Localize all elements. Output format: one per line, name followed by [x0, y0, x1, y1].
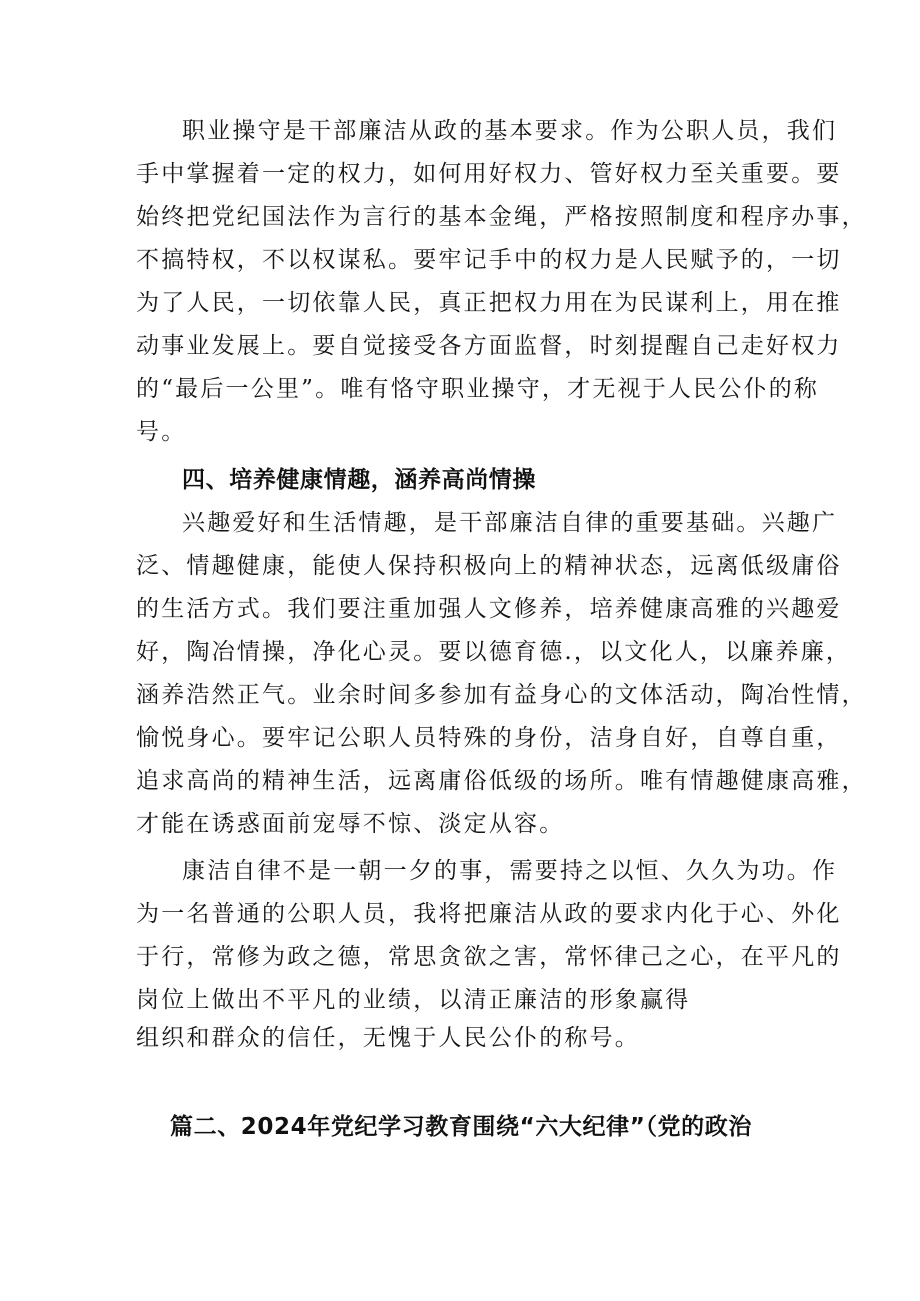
paragraph-line: 愉悦身心。要牢记公职人员特殊的身份，洁身自好，自尊自重， — [136, 725, 842, 751]
paragraph-line: 好，陶冶情操，净化心灵。要以德育德.，以文化人，以廉养廉， — [136, 639, 852, 665]
paragraph-line: 于行，常修为政之德，常思贪欲之害，常怀律己之心，在平凡的 — [136, 944, 842, 970]
paragraph-line: 的“最后一公里”。唯有恪守职业操守，才无视于人民公仆的称 — [136, 376, 820, 402]
section-heading: 四、培养健康情趣，涵养高尚情操 — [182, 467, 536, 493]
paragraph-line: 的生活方式。我们要注重加强人文修养，培养健康高雅的兴趣爱 — [136, 596, 842, 622]
paragraph-line: 不搞特权，不以权谋私。要牢记手中的权力是人民赋予的，一切 — [136, 247, 842, 273]
paragraph-line: 组织和群众的信任，无愧于人民公仆的称号。 — [136, 1025, 640, 1051]
paragraph-line: 始终把党纪国法作为言行的基本金绳，严格按照制度和程序办事， — [136, 204, 867, 230]
paragraph-line: 涵养浩然正气。业余时间多参加有益身心的文体活动，陶冶性情， — [136, 682, 867, 708]
paragraph-line: 康洁自律不是一朝一夕的事，需要持之以恒、久久为功。作 — [182, 858, 838, 884]
paragraph-line: 才能在诱惑面前宠辱不惊、淡定从容。 — [136, 811, 565, 837]
paragraph-line: 职业操守是干部廉洁从政的基本要求。作为公职人员，我们 — [182, 118, 838, 144]
paragraph-line: 为一名普通的公职人员，我将把廉洁从政的要求内化于心、外化 — [136, 901, 842, 927]
paragraph-line: 泛、情趣健康，能使人保持积极向上的精神状态，远离低级庸俗 — [136, 553, 842, 579]
paragraph-line: 为了人民，一切依靠人民，真正把权力用在为民谋利上，用在推 — [136, 290, 842, 316]
paragraph-line: 兴趣爱好和生活情趣，是干部廉洁自律的重要基础。兴趣广 — [182, 510, 838, 536]
paragraph-line: 号。 — [136, 419, 187, 445]
paragraph-line: 手中掌握着一定的权力，如何用好权力、管好权力至关重要。要 — [136, 161, 842, 187]
paragraph-line: 追求高尚的精神生活，远离庸俗低级的场所。唯有情趣健康高雅， — [136, 768, 867, 794]
paragraph-line: 动事业发展上。要自觉接受各方面监督，时刻提醒自己走好权力 — [136, 333, 842, 359]
paragraph-line: 岗位上做出不平凡的业绩，以清正廉洁的形象赢得 — [136, 987, 691, 1013]
part-title: 篇二、2024年党纪学习教育围绕“六大纪律”（党的政治 — [170, 1114, 752, 1140]
